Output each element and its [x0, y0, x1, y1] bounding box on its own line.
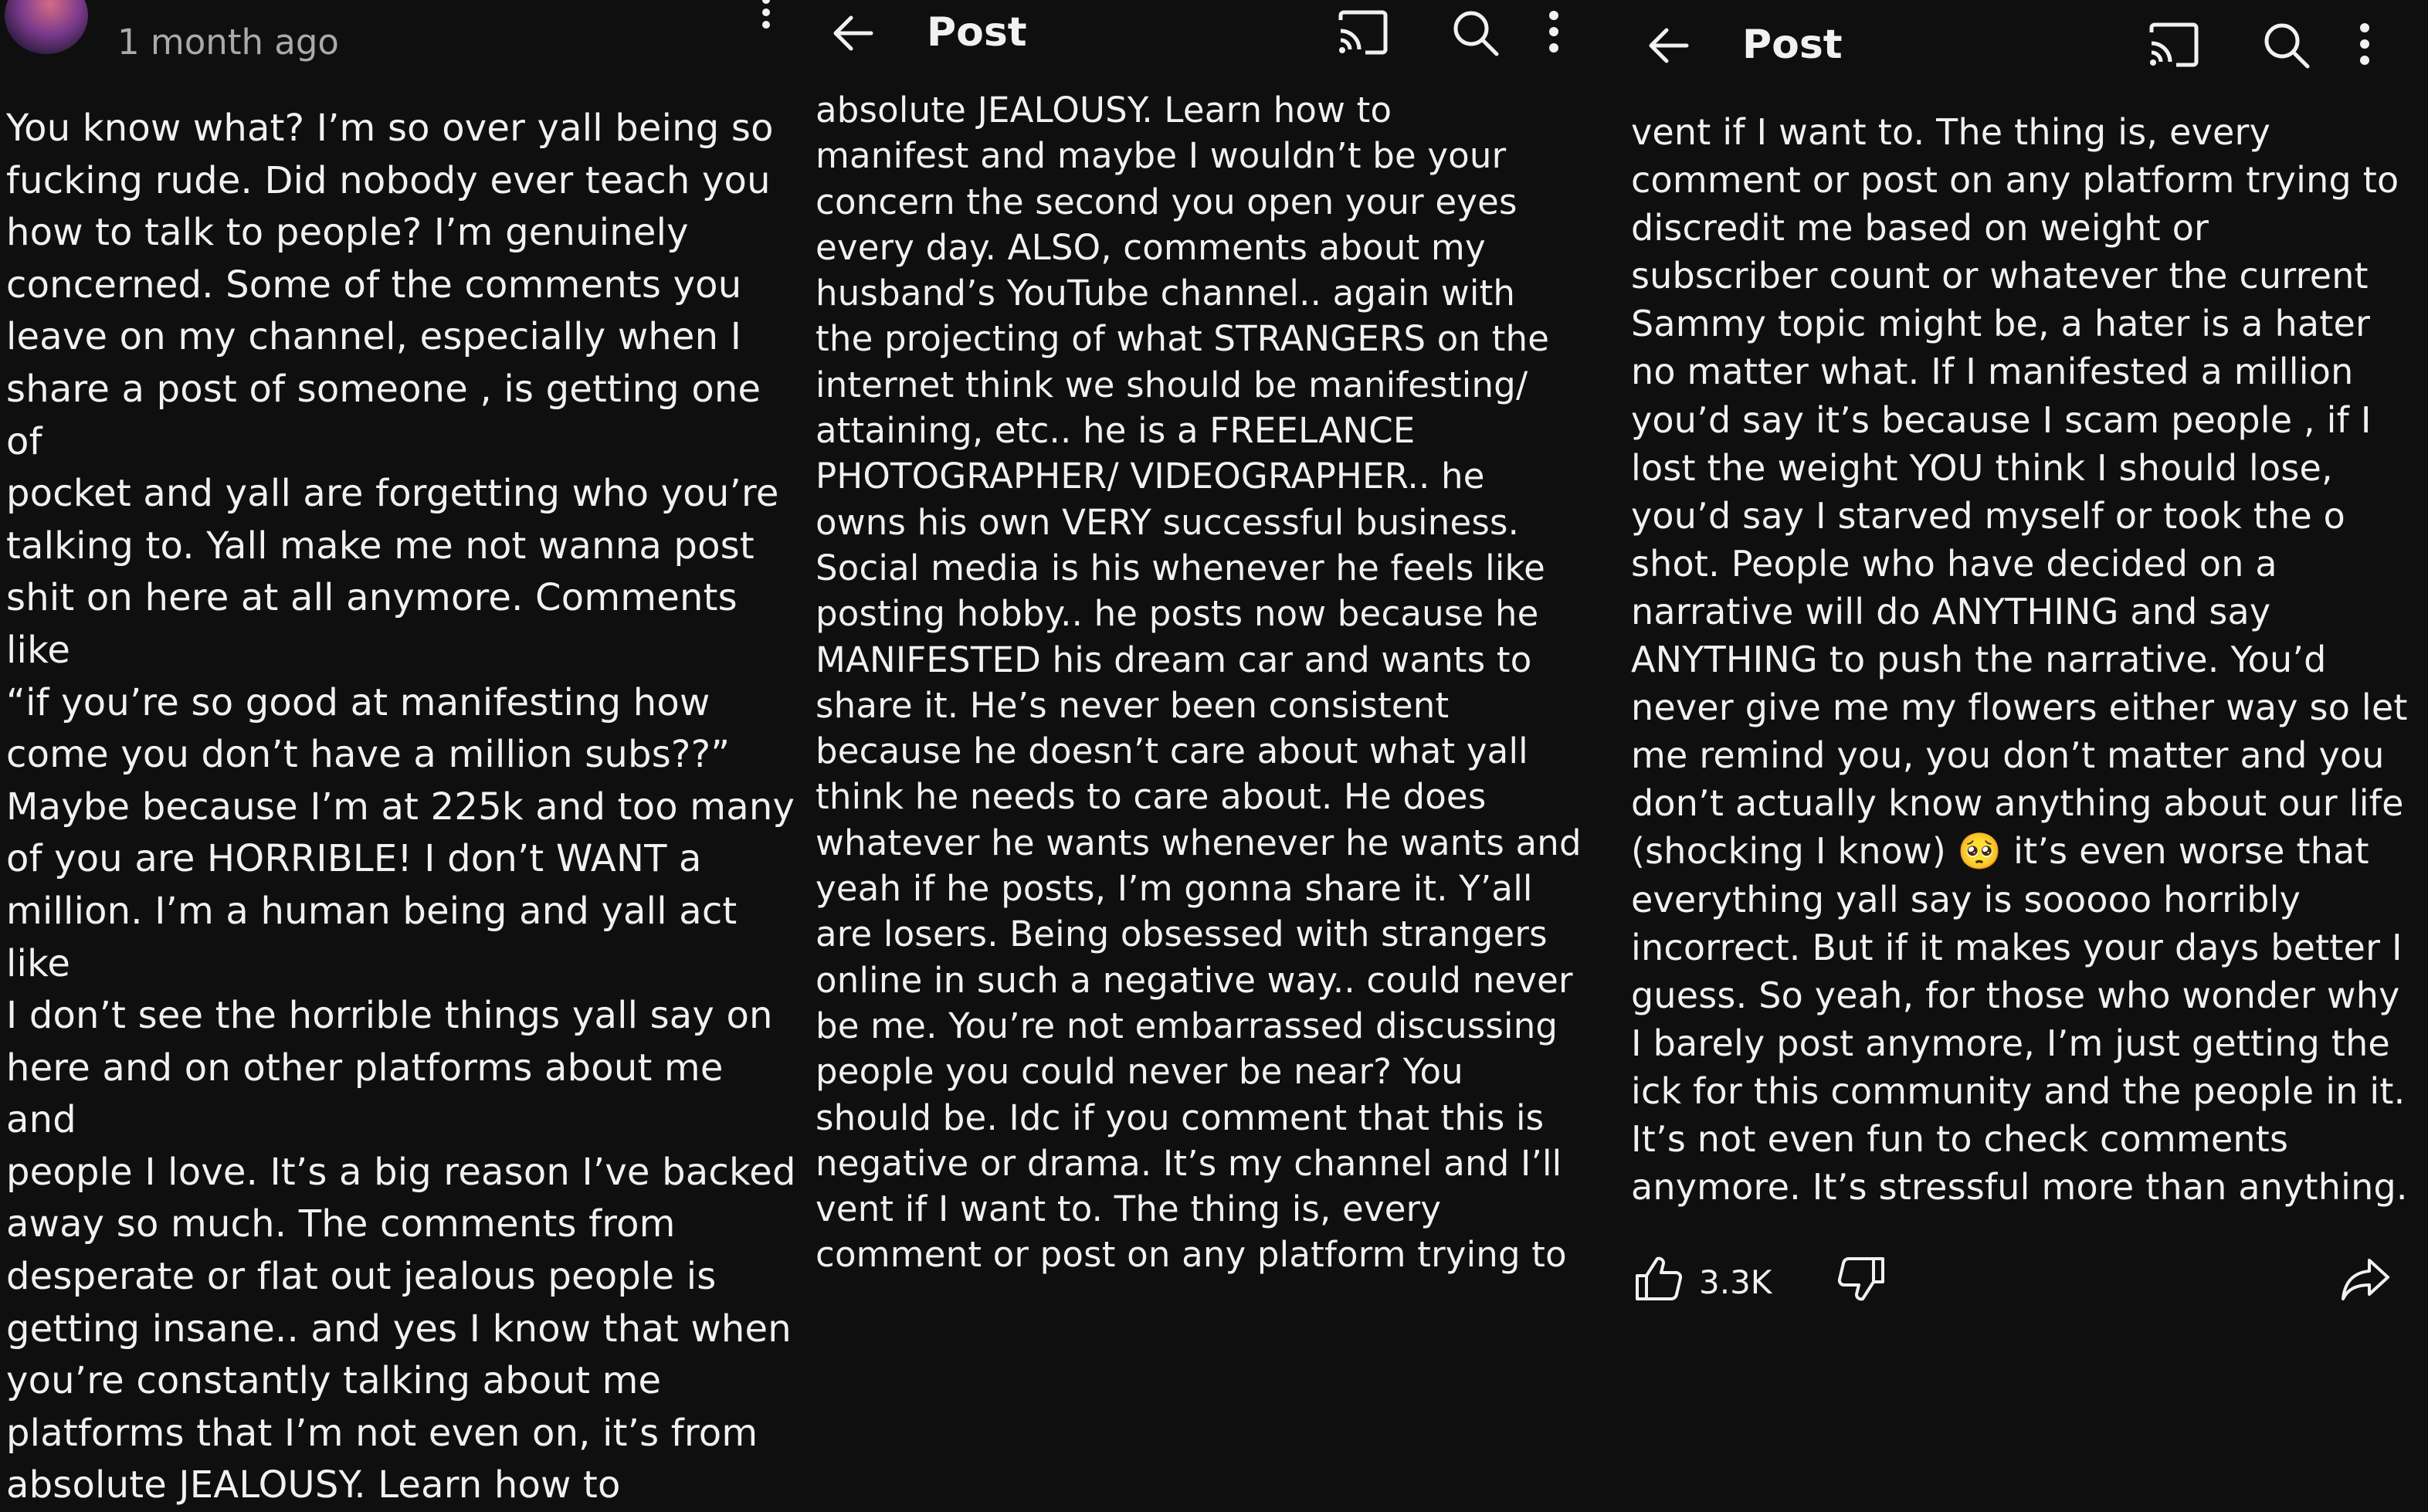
like-count: 3.3K [1699, 1263, 1772, 1301]
share-icon[interactable] [2340, 1257, 2391, 1300]
thumbs-down-icon[interactable] [1836, 1256, 1886, 1302]
arrow-left-icon[interactable] [826, 6, 880, 60]
post-body-text: absolute JEALOUSY. Learn how to manifest and maybe I wouldn’t be your concern the second you open your eyes every day. ALSO, comments about my husband’s YouTube channel.. again with the projecting of what STRANGERS on the internet think we should be manifesting/ attaining, etc.. he is a FREELANCE PHOTOGRAPHER/ VIDEOGRAPHER.. he owns his own VERY successful business. Social media is his whenever he feels like posting hobby.. he posts now because he MANIFESTED his dream car and wants to share it. He’s never been consistent because he doesn’t care about what yall think he needs to care about. He does whatever he wants whenever he wants and yeah if he posts, I’m gonna share it. Y’all are losers. Being obsessed with strangers online in such a negative way.. could never be me. You’re not embarrassed discussing people you could never be near? You should be. Idc if you comment that this is negative or drama. It’s my channel and I’ll vent if I want to. The thing is, every comment or post on any platform trying to [816, 90, 1582, 1276]
post-actions [1614, 1251, 2428, 1305]
cast-icon[interactable] [2147, 20, 2201, 69]
app-bar [1614, 12, 2428, 82]
thumbs-up-icon[interactable] [1634, 1256, 1684, 1302]
search-icon[interactable] [1449, 6, 1503, 60]
post-panel-middle [803, 0, 1614, 1301]
more-vert-icon[interactable] [2355, 17, 2374, 71]
post-body-text: vent if I want to. The thing is, every comment or post on any platform trying to discredit me based on weight or subscriber count or whatever the current Sammy topic might be, a hater is a hater no matter what. If I manifested a million you’d say it’s because I scam people , if I lost the weight YOU think I should lose, you’d say I starved myself or took the o shot. People who have decided on a narrative will do ANYTHING and say ANYTHING to push the narrative. You’d never give me my flowers either way so let me remind you, you don’t matter and you don’t actually know anything about our life (shocking I know) 🥺 it’s even worse that everything yall say is sooooo horribly incorrect. But if it makes your days better I guess. So yeah, for those who wonder why I barely post anymore, I’m just getting the ick for this community and the people in it. It’s not even fun to check comments anymore. It’s stressful more than anything. [1631, 111, 2408, 1209]
page-title: Post [927, 9, 1027, 56]
app-bar [803, 0, 1614, 69]
more-vert-icon[interactable] [1545, 5, 1563, 59]
post-panel-right [1614, 0, 2428, 1301]
arrow-left-icon[interactable] [1642, 19, 1696, 73]
search-icon[interactable] [2260, 19, 2314, 73]
post-timestamp: 1 month ago [117, 22, 339, 63]
more-vert-icon[interactable] [757, 0, 775, 42]
post-body-text: You know what? I’m so over yall being so fucking rude. Did nobody ever teach you how to talk to people? I’m genuinely concerned. Some of the comments you leave on my channel, especially when I share a post of someone , is getting one of pocket and yall are forgetting who you’re talking to. Yall make me not wanna post shit on here at all anymore. Comments like “if you’re so good at manifesting how come you don’t have a million subs??” Maybe because I’m at 225k and too many of you are HORRIBLE! I don’t WANT a million. I’m a human being and yall act like I don’t see the horrible things yall say on here and on other platforms about me and people I love. It’s a big reason I’ve backed away so much. The comments from desperate or flat out jealous people is getting insane.. and yes I know that when you’re constantly talking about me platforms that I’m not even on, it’s from absolute JEALOUSY. Learn how to [6, 107, 796, 1507]
avatar[interactable] [5, 0, 88, 54]
page-title: Post [1742, 22, 1843, 68]
post-panel-left [0, 0, 803, 1507]
cast-icon[interactable] [1336, 8, 1390, 57]
